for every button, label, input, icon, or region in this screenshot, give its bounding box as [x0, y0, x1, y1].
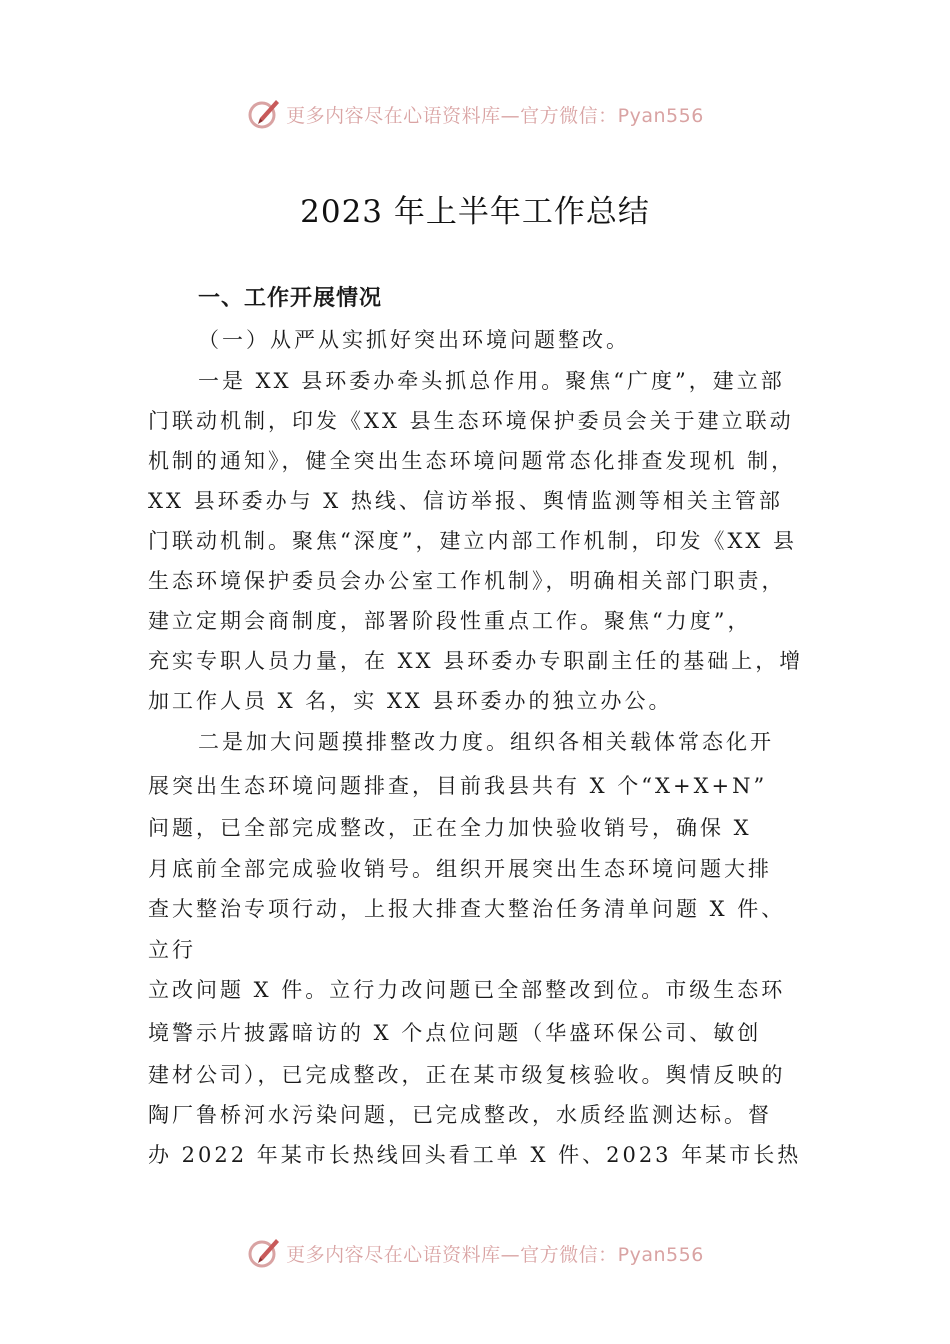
watermark-header — [0, 94, 950, 134]
watermark-text: 更多内容尽在心语资料库—官方微信：Pyan556 — [286, 104, 704, 127]
section-heading: 一、工作开展情况 — [198, 286, 383, 311]
paragraph-line: 问题，已全部完成整改，正在全力加快验收销号，确保 X — [148, 816, 752, 840]
paragraph-line: XX 县环委办与 X 热线、信访举报、舆情监测等相关主管部 — [148, 489, 783, 513]
subheading: （一）从严从实抓好突出环境问题整改。 — [198, 328, 630, 352]
watermark-footer — [0, 1233, 950, 1273]
watermark-text: 更多内容尽在心语资料库—官方微信：Pyan556 — [286, 1243, 704, 1266]
paragraph-line: 充实专职人员力量，在 XX 县环委办专职副主任的基础上，增 — [148, 649, 804, 673]
document-title: 2023 年上半年工作总结 — [300, 194, 650, 230]
paragraph-line: 建材公司），已完成整改，正在某市级复核验收。舆情反映的 — [148, 1063, 786, 1087]
pen-logo-icon — [246, 96, 282, 132]
paragraph-line: 月底前全部完成验收销号。组织开展突出生态环境问题大排 — [148, 857, 772, 881]
paragraph-line: 立行 — [148, 938, 196, 962]
paragraph-line: 建立定期会商制度，部署阶段性重点工作。聚焦“力度”， — [148, 609, 752, 633]
paragraph-line: 门联动机制，印发《XX 县生态环境保护委员会关于建立联动 — [148, 409, 794, 433]
paragraph-line: 二是加大问题摸排整改力度。组织各相关载体常态化开 — [198, 730, 774, 754]
paragraph-line: 立改问题 X 件。立行力改问题已全部整改到位。市级生态环 — [148, 978, 786, 1002]
pen-logo-icon — [246, 1235, 282, 1271]
paragraph-line: 办 2022 年某市长热线回头看工单 X 件、2023 年某市长热 — [148, 1143, 802, 1167]
paragraph-line: 机制的通知》，健全突出生态环境问题常态化排查发现机 制， — [148, 449, 796, 473]
paragraph-line: 展突出生态环境问题排查，目前我县共有 X 个“X+X+N” — [148, 774, 768, 798]
paragraph-line: 陶厂鲁桥河水污染问题，已完成整改，水质经监测达标。督 — [148, 1103, 772, 1127]
paragraph-line: 查大整治专项行动，上报大排查大整治任务清单问题 X 件、 — [148, 897, 786, 921]
paragraph-line: 门联动机制。聚焦“深度”，建立内部工作机制，印发《XX 县 — [148, 529, 798, 553]
paragraph-line: 境警示片披露暗访的 X 个点位问题（华盛环保公司、敏创 — [148, 1021, 762, 1045]
paragraph-line: 生态环境保护委员会办公室工作机制》，明确相关部门职责， — [148, 569, 786, 593]
paragraph-line: 一是 XX 县环委办牵头抓总作用。聚焦“广度”，建立部 — [198, 369, 785, 393]
paragraph-line: 加工作人员 X 名，实 XX 县环委办的独立办公。 — [148, 689, 673, 713]
